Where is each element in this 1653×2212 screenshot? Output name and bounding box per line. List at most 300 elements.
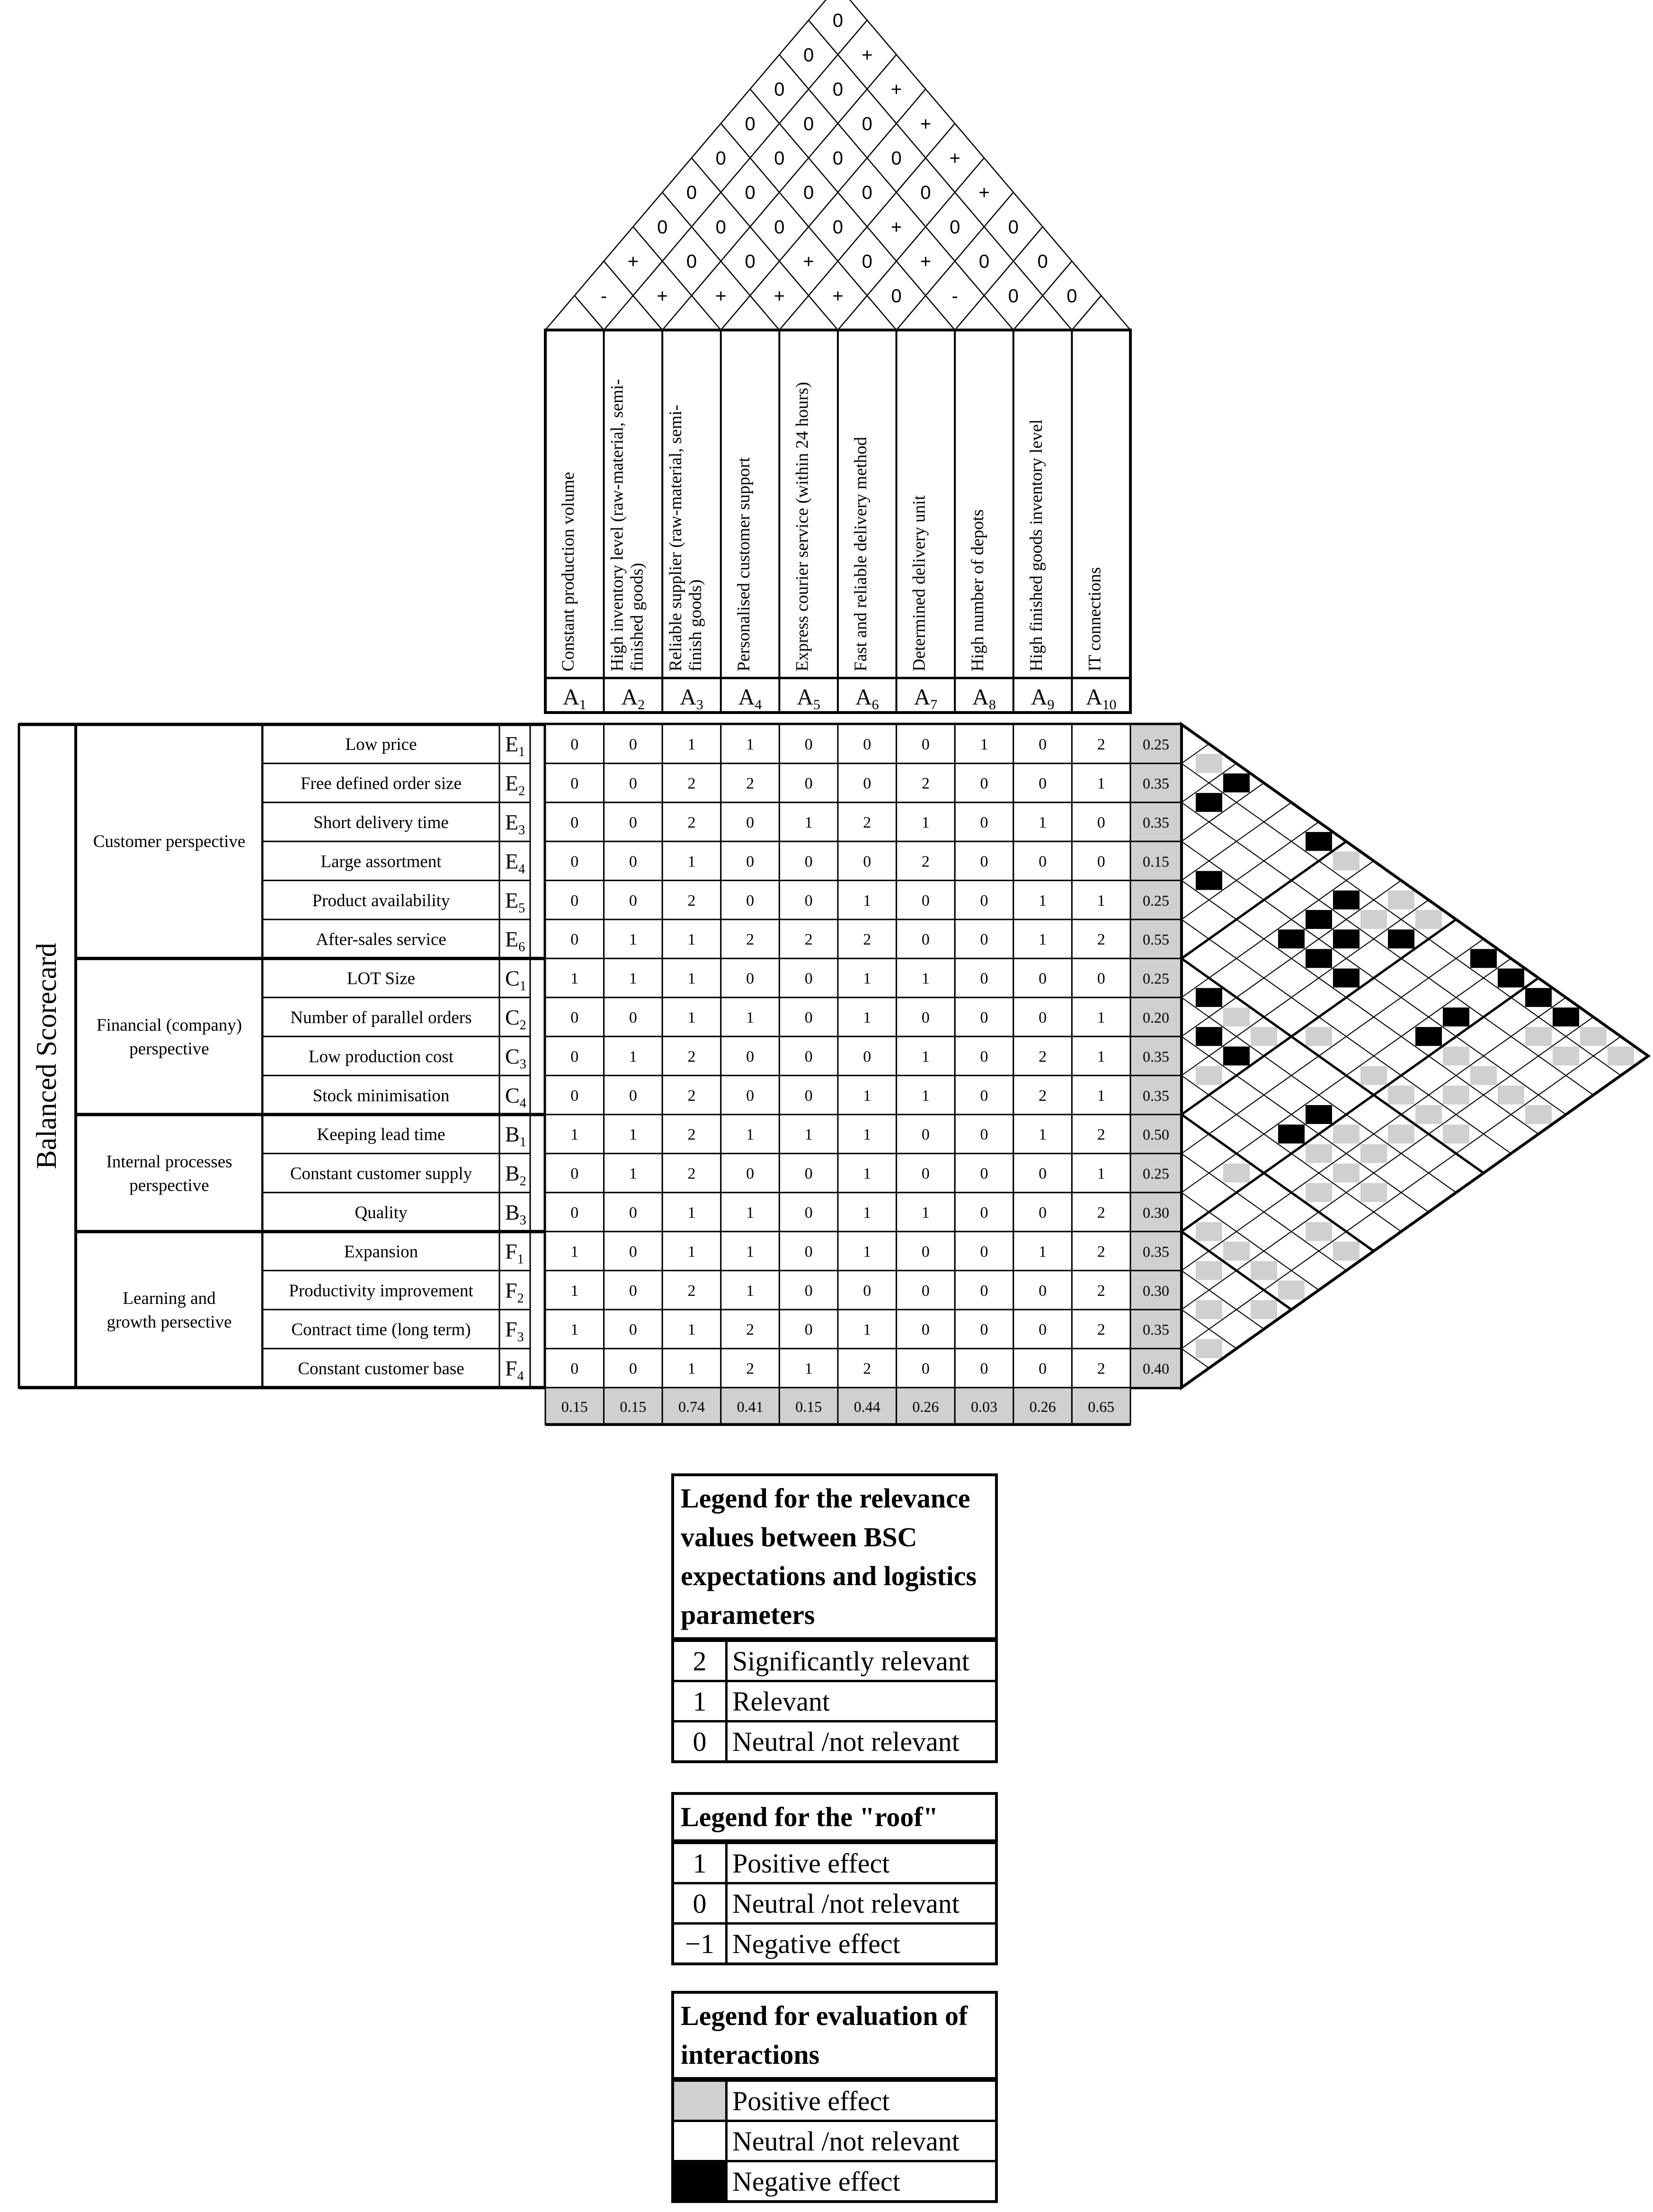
roof-cell: 0 (803, 182, 814, 204)
relevance-value: 0 (804, 1165, 813, 1183)
relevance-value: 0 (921, 1126, 930, 1144)
legend-row (674, 2120, 995, 2160)
perspective-label: perspective (129, 1039, 209, 1059)
roof-cell: 0 (774, 216, 785, 238)
parameter-label (851, 437, 871, 671)
expectation-code: $E_1$ (505, 732, 525, 760)
negative-interaction (1306, 910, 1332, 929)
expectation-label: Constant customer base (298, 1359, 464, 1379)
legend-roof (671, 1792, 998, 1965)
relevance-value: 0 (629, 775, 637, 793)
relevance-value: 1 (804, 1360, 813, 1378)
relevance-value: 0 (1039, 853, 1047, 871)
roof-cell: + (832, 285, 844, 307)
parameter-label (1027, 419, 1046, 671)
relevance-value: 2 (1097, 1360, 1105, 1378)
relevance-value: 2 (921, 775, 930, 793)
relevance-value: 0 (746, 892, 755, 910)
relevance-value: 2 (1097, 1321, 1105, 1339)
expectation-label: Quality (355, 1203, 408, 1222)
parameter-code: $A_7$ (914, 685, 938, 713)
relevance-value: 1 (1097, 1009, 1105, 1026)
parameter-label (792, 382, 812, 671)
expectation-label: Low price (345, 735, 417, 755)
negative-interaction (1223, 774, 1250, 793)
legend-label: Negative effect (732, 1928, 900, 1959)
relevance-value: 2 (746, 931, 755, 949)
expectation-code: $C_1$ (505, 966, 526, 994)
expectation-label: Free defined order size (300, 774, 462, 794)
expectation-code: $E_4$ (505, 849, 525, 877)
positive-interaction (1553, 1046, 1579, 1065)
negative-interaction (1333, 969, 1360, 988)
roof-cell: 0 (1008, 285, 1019, 307)
relevance-value: 0 (980, 1360, 988, 1378)
negative-interaction (1553, 1008, 1579, 1026)
parameter-code: $A_2$ (621, 685, 645, 713)
positive-interaction (1498, 1086, 1524, 1105)
expectation-code: $E_2$ (505, 771, 525, 799)
legend-row (674, 1680, 995, 1720)
relevance-value: 1 (629, 1048, 637, 1066)
legend-key: 1 (674, 1682, 728, 1720)
relevance-value: 2 (863, 931, 871, 949)
expectation-label: Short delivery time (313, 813, 449, 832)
negative-interaction (1333, 929, 1360, 948)
relevance-value: 0 (804, 1087, 813, 1105)
relevance-value: 0 (980, 1009, 988, 1026)
roof-cell: + (773, 285, 785, 307)
expectation-label: Productivity improvement (289, 1281, 473, 1301)
relevance-value: 0 (921, 1321, 930, 1339)
svg-text:finished goods): finished goods) (627, 562, 647, 671)
relevance-value: 1 (746, 736, 755, 754)
expectation-code: $C_3$ (505, 1044, 526, 1072)
relevance-value: 1 (863, 1165, 871, 1183)
positive-interaction (1333, 1241, 1360, 1260)
perspective-label: growth persective (107, 1312, 232, 1332)
column-total: 0.74 (678, 1398, 705, 1415)
legend-label: Negative effect (732, 2166, 900, 2197)
relevance-value: 1 (629, 931, 637, 949)
expectation-code: $F_1$ (505, 1239, 524, 1267)
relevance-value: 0 (746, 1087, 755, 1105)
relevance-value: 2 (863, 814, 871, 831)
expectation-label: Large assortment (320, 852, 442, 872)
relevance-value: 0 (804, 1321, 813, 1339)
roof-cell: 0 (774, 79, 785, 100)
negative-interaction (1278, 1124, 1305, 1143)
roof-cell: 0 (745, 182, 755, 204)
row-weight: 0.25 (1143, 970, 1169, 987)
row-weight: 0.25 (1143, 1165, 1169, 1182)
relevance-value: 0 (980, 1165, 988, 1183)
relevance-value: 0 (1039, 1321, 1047, 1339)
legend-label: Neutral /not relevant (732, 1726, 960, 1757)
relevance-value: 0 (863, 775, 871, 793)
row-weight: 0.35 (1143, 775, 1169, 792)
relevance-value: 0 (980, 1282, 988, 1300)
relevance-value: 0 (921, 1243, 930, 1261)
positive-interaction (1306, 1183, 1332, 1202)
roof-cell: + (920, 113, 932, 134)
negative-interaction (1196, 793, 1222, 812)
svg-text:Fast and reliable delivery met: Fast and reliable delivery method (851, 437, 871, 671)
relevance-value: 0 (629, 1087, 637, 1105)
expectation-code: $C_4$ (505, 1083, 526, 1111)
interaction-triangle (1182, 724, 1648, 1388)
roof-cell: 0 (745, 113, 755, 134)
svg-text:High inventory level (raw-mat: High inventory level (raw-material, semi- (607, 379, 627, 671)
expectation-label: After-sales service (316, 930, 446, 950)
relevance-value: 0 (980, 1243, 988, 1261)
negative-interaction (1196, 988, 1222, 1007)
roof-cell: + (715, 285, 727, 307)
relevance-value: 1 (629, 1165, 637, 1183)
expectation-label: Number of parallel orders (290, 1008, 472, 1027)
relevance-value: 2 (687, 814, 696, 831)
roof-cell: 0 (891, 285, 902, 307)
positive-interaction (1333, 1164, 1360, 1183)
row-weight: 0.35 (1143, 814, 1169, 831)
roof-cell: + (920, 251, 932, 272)
relevance-value: 2 (1039, 1048, 1047, 1066)
roof-cell: 0 (715, 148, 726, 169)
parameter-label (559, 472, 578, 671)
legend-key: 0 (674, 1722, 728, 1760)
parameter-label (1085, 567, 1104, 671)
row-weight: 0.35 (1143, 1243, 1169, 1260)
row-weight: 0.55 (1143, 931, 1169, 948)
relevance-value: 0 (804, 1204, 813, 1222)
positive-interaction (1196, 754, 1222, 773)
roof-cell: 0 (745, 251, 755, 272)
relevance-value: 0 (980, 814, 988, 831)
relevance-value: 0 (804, 853, 813, 871)
parameter-code: $A_3$ (680, 685, 703, 713)
legend-interactions (671, 1991, 998, 2203)
relevance-value: 0 (863, 1048, 871, 1066)
row-weight: 0.50 (1143, 1126, 1169, 1143)
relevance-value: 0 (980, 1126, 988, 1144)
column-total: 0.15 (795, 1398, 822, 1415)
relevance-value: 0 (1097, 814, 1105, 831)
legend-relevance (671, 1473, 998, 1763)
bsc-label: Balanced Scorecard (31, 943, 62, 1169)
legend-label: Relevant (732, 1686, 830, 1717)
relevance-value: 0 (804, 775, 813, 793)
row-weight: 0.25 (1143, 892, 1169, 909)
relevance-value: 1 (687, 931, 696, 949)
relevance-value: 1 (1097, 892, 1105, 910)
parameter-code: $A_5$ (797, 685, 821, 713)
relevance-value: 1 (921, 1048, 930, 1066)
svg-text:High number of depots: High number of depots (968, 509, 988, 671)
legend-label: Neutral /not relevant (732, 2125, 960, 2157)
relevance-value: 0 (980, 970, 988, 988)
column-total: 0.44 (853, 1398, 880, 1415)
expectation-code: $B_3$ (505, 1200, 526, 1228)
legend-row (674, 1720, 995, 1760)
roof-cell: 0 (657, 216, 668, 238)
positive-interaction (1360, 1183, 1387, 1202)
expectation-label: Contract time (long term) (291, 1320, 471, 1340)
relevance-value: 0 (863, 1282, 871, 1300)
parameter-code: $A_4$ (738, 685, 762, 713)
relevance-value: 0 (804, 1282, 813, 1300)
relevance-value: 1 (687, 1360, 696, 1378)
relevance-value: 0 (570, 775, 579, 793)
roof-cell: 0 (862, 251, 872, 272)
relevance-value: 0 (1039, 1009, 1047, 1026)
positive-interaction (1443, 1046, 1469, 1065)
roof-cell: 0 (715, 216, 726, 238)
relevance-value: 0 (921, 1165, 930, 1183)
row-weight: 0.40 (1143, 1360, 1169, 1377)
relevance-value: 0 (980, 931, 988, 949)
relevance-value: 0 (921, 1360, 930, 1378)
positive-interaction (1360, 1144, 1387, 1163)
relevance-value: 0 (980, 1321, 988, 1339)
relevance-value: 1 (921, 1087, 930, 1105)
relevance-value: 1 (1097, 1048, 1105, 1066)
column-total: 0.26 (1029, 1398, 1056, 1415)
perspective-label: Customer perspective (93, 832, 246, 852)
relevance-value: 2 (746, 1321, 755, 1339)
relevance-value: 1 (863, 1204, 871, 1222)
roof-cell: + (890, 216, 902, 238)
relevance-value: 1 (863, 1009, 871, 1026)
relevance-value: 0 (863, 853, 871, 871)
relevance-value: 0 (629, 1009, 637, 1026)
relevance-value: 0 (570, 1204, 579, 1222)
positive-interaction (1388, 891, 1414, 910)
relevance-value: 1 (687, 1009, 696, 1026)
legend-key: 1 (674, 1844, 728, 1882)
expectation-label: Low production cost (308, 1047, 454, 1067)
expectation-label: Product availability (312, 891, 450, 910)
roof-cell: 0 (1008, 216, 1019, 238)
relevance-value: 0 (570, 853, 579, 871)
column-total: 0.65 (1088, 1398, 1115, 1415)
roof-cell: + (949, 148, 960, 169)
positive-interaction (1306, 1027, 1332, 1046)
relevance-value: 0 (921, 1282, 930, 1300)
positive-interaction (1360, 1066, 1387, 1085)
relevance-value: 1 (687, 736, 696, 754)
relevance-value: 0 (570, 892, 579, 910)
column-total: 0.15 (561, 1398, 588, 1415)
legend-row (674, 2160, 995, 2200)
roof-cell: 0 (832, 79, 844, 100)
roof-cell: 0 (978, 251, 990, 272)
relevance-value: 0 (804, 892, 813, 910)
relevance-value: 1 (863, 1243, 871, 1261)
positive-interaction (1196, 1066, 1222, 1085)
relevance-value: 1 (570, 1321, 579, 1339)
row-weight: 0.35 (1143, 1087, 1169, 1104)
expectation-code: $E_5$ (505, 888, 525, 916)
relevance-value: 2 (1097, 1282, 1105, 1300)
negative-interaction (1278, 929, 1305, 948)
relevance-value: 1 (746, 1009, 755, 1026)
relevance-value: 1 (629, 1126, 637, 1144)
relevance-value: 0 (1097, 970, 1105, 988)
expectation-code: $E_3$ (505, 810, 525, 838)
relevance-value: 0 (629, 1360, 637, 1378)
relevance-value: 0 (1039, 736, 1047, 754)
relevance-value: 2 (687, 1087, 696, 1105)
negative-interaction (1306, 832, 1332, 851)
relevance-value: 2 (1097, 1204, 1105, 1222)
positive-interaction (1251, 1300, 1277, 1319)
row-weight: 0.30 (1143, 1282, 1169, 1299)
relevance-value: 0 (980, 1204, 988, 1222)
relevance-value: 1 (687, 970, 696, 988)
column-total: 0.03 (971, 1398, 997, 1415)
relevance-value: 0 (980, 853, 988, 871)
roof-cell: - (600, 285, 607, 307)
relevance-value: 0 (570, 1360, 579, 1378)
roof-correlation-matrix (545, 0, 1130, 330)
relevance-value: 0 (629, 736, 637, 754)
positive-interaction (1415, 1105, 1442, 1124)
relevance-value: 0 (570, 736, 579, 754)
roof-cell: 0 (950, 216, 960, 238)
legend-title: Legend for the "roof" (674, 1795, 995, 1842)
relevance-value: 0 (629, 1321, 637, 1339)
relevance-value: 1 (746, 1243, 755, 1261)
relevance-value: 2 (687, 892, 696, 910)
perspective-label: Financial (company) (96, 1016, 242, 1035)
legend-label: Positive effect (732, 2085, 890, 2116)
relevance-value: 0 (1039, 970, 1047, 988)
relevance-value: 1 (1039, 1243, 1047, 1261)
svg-text:Determined delivery unit: Determined delivery unit (909, 495, 929, 671)
legend-label: Significantly relevant (732, 1645, 969, 1677)
expectation-code: $F_2$ (505, 1278, 524, 1306)
expectation-label: Keeping lead time (317, 1125, 445, 1145)
parameter-label (968, 509, 987, 671)
relevance-value: 0 (863, 736, 871, 754)
positive-interaction (1251, 1027, 1277, 1046)
roof-cell: + (803, 251, 814, 272)
relevance-value: 1 (863, 1087, 871, 1105)
relevance-value: 0 (570, 931, 579, 949)
roof-cell: + (862, 45, 873, 66)
negative-interaction (1443, 1008, 1469, 1026)
expectation-label: Stock minimisation (312, 1086, 450, 1106)
legend-title: Legend for the relevance values between BSC expectations and logistics parameters (674, 1476, 995, 1640)
positive-interaction (1196, 1300, 1222, 1319)
relevance-value: 0 (804, 1048, 813, 1066)
relevance-value: 1 (1097, 1165, 1105, 1183)
negative-interaction (1196, 871, 1222, 890)
roof-cell: + (978, 182, 990, 204)
relevance-value: 0 (629, 892, 637, 910)
relevance-value: 0 (629, 1282, 637, 1300)
positive-interaction (1196, 1222, 1222, 1241)
relevance-value: 1 (570, 970, 579, 988)
relevance-value: 1 (921, 1204, 930, 1222)
row-weight: 0.20 (1143, 1009, 1169, 1026)
relevance-value: 0 (746, 1165, 755, 1183)
roof-cell: 0 (862, 113, 872, 134)
relevance-value: 2 (687, 1165, 696, 1183)
roof-cell: 0 (1037, 251, 1048, 272)
expectation-label: Expansion (344, 1242, 418, 1262)
legend-row (674, 1922, 995, 1962)
positive-interaction (1525, 1105, 1552, 1124)
row-weight: 0.35 (1143, 1321, 1169, 1338)
expectation-code: $B_2$ (505, 1161, 526, 1189)
relevance-value: 0 (804, 970, 813, 988)
roof-cell: + (890, 79, 902, 100)
relevance-value: 1 (687, 1204, 696, 1222)
roof-cell: + (657, 285, 668, 307)
svg-text:Reliable supplier (raw-materia: Reliable supplier (raw-material, semi- (666, 404, 686, 671)
relevance-value: 0 (1039, 1360, 1047, 1378)
relationship-matrix (545, 724, 1182, 1425)
positive-interaction (1196, 1261, 1222, 1280)
relevance-value: 1 (687, 1321, 696, 1339)
relevance-value: 2 (1039, 1087, 1047, 1105)
legend-row (674, 2079, 995, 2120)
expectation-code: $E_6$ (505, 927, 525, 955)
relevance-value: 1 (629, 970, 637, 988)
positive-interaction (1196, 1339, 1222, 1358)
relevance-value: 1 (687, 853, 696, 871)
relevance-value: 0 (629, 1243, 637, 1261)
svg-text:Express courier service (withi: Express courier service (within 24 hours) (792, 382, 812, 671)
svg-text:Constant production volume: Constant production volume (559, 472, 578, 671)
relevance-value: 1 (863, 1321, 871, 1339)
svg-text:Personalised customer support: Personalised customer support (734, 457, 754, 671)
svg-text:High finished goods inventory: High finished goods inventory level (1026, 419, 1046, 671)
relevance-value: 0 (804, 1243, 813, 1261)
legend-row (674, 1882, 995, 1922)
relevance-value: 1 (746, 1204, 755, 1222)
neutral-swatch (674, 2122, 728, 2160)
positive-interaction (1415, 910, 1442, 929)
positive-interaction (1333, 851, 1360, 870)
relevance-value: 0 (629, 1204, 637, 1222)
legend-label: Positive effect (732, 1847, 890, 1879)
positive-interaction (1443, 1086, 1469, 1105)
row-weight: 0.30 (1143, 1204, 1169, 1221)
relevance-value: 1 (863, 970, 871, 988)
relevance-value: 2 (687, 1126, 696, 1144)
relevance-value: 1 (570, 1126, 579, 1144)
relevance-value: 0 (980, 1087, 988, 1105)
relevance-value: 1 (1039, 892, 1047, 910)
relevance-value: 0 (980, 892, 988, 910)
relevance-value: 2 (746, 775, 755, 793)
parameter-code: $A_6$ (855, 685, 879, 713)
negative-interaction (1333, 891, 1360, 910)
relevance-value: 2 (687, 1048, 696, 1066)
relevance-value: 2 (804, 931, 813, 949)
positive-interaction (1608, 1046, 1634, 1065)
positive-interaction (1443, 1124, 1469, 1143)
relevance-value: 0 (570, 814, 579, 831)
roof-cell: 0 (803, 113, 814, 134)
relevance-value: 0 (629, 814, 637, 831)
relevance-value: 0 (570, 1165, 579, 1183)
negative-interaction (1415, 1027, 1442, 1046)
relevance-value: 0 (921, 736, 930, 754)
negative-swatch (674, 2162, 728, 2200)
